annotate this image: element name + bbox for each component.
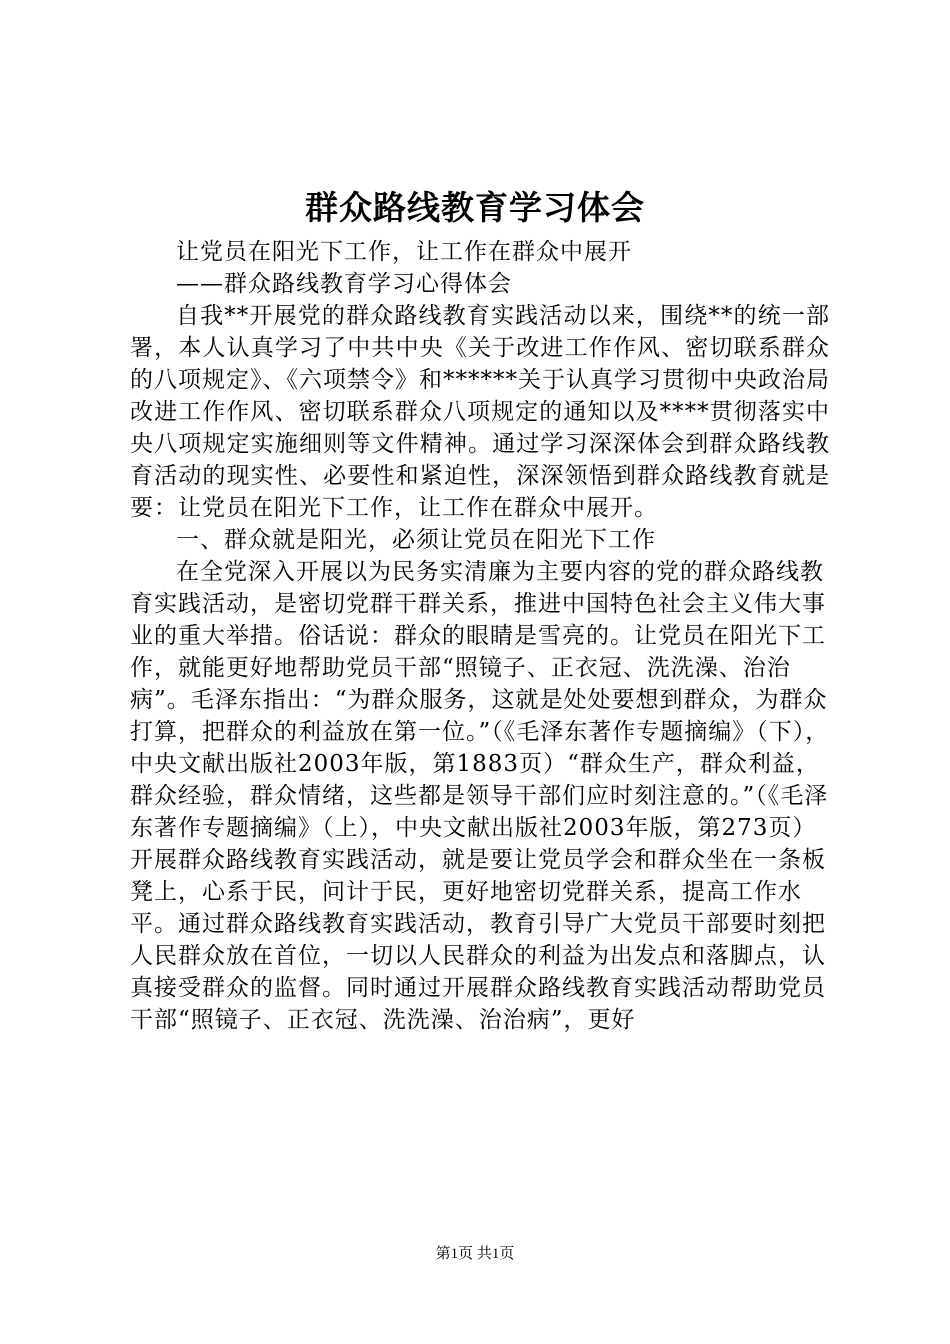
document-title: 群众路线教育学习体会 (305, 188, 645, 227)
page-number: 第1页 共1页 (435, 1246, 515, 1262)
subtitle-line: ——群众路线教育学习心得体会 (176, 271, 512, 297)
body-paragraph: 自我**开展党的群众路线教育实践活动以来，围绕**的统一部署，本人认真学习了中共中央《关于改进工作作风、密切联系群众的八项规定》、《六项禁令》和******关于认真学习贯彻中央政治局改进工作作风、密切联系群众八项规定的通知以及****贯彻落实中央八项规定实施细则等文件精神。通过学习深深体会到群众路线教育活动的现实性、必要性和紧迫性，深深领悟到群众路线教育就是要：让党员在阳光下工作，让工作在群众中展开。 (130, 303, 830, 521)
body-paragraph: 在全党深入开展以为民务实清廉为主要内容的党的群众路线教育实践活动，是密切党群干群关系，推进中国特色社会主义伟大事业的重大举措。俗话说：群众的眼睛是雪亮的。让党员在阳光下工作，就能更好地帮助党员干部“照镜子、正衣冠、洗洗澡、治治病”。毛泽东指出：“为群众服务，这就是处处要想到群众，为群众打算，把群众的利益放在第一位。”（《毛泽东著作专题摘编》（下），中央文献出版社2003年版，第1883页）“群众生产，群众利益，群众经验，群众情绪，这些都是领导干部们应时刻注意的。”（《毛泽东著作专题摘编》（上），中央文献出版社2003年版，第273页）开展群众路线教育实践活动，就是要让党员学会和群众坐在一条板凳上，心系于民，问计于民，更好地密切党群关系，提高工作水平。通过群众路线教育实践活动，教育引导广大党员干部要时刻把人民群众放在首位，一切以人民群众的利益为出发点和落脚点，认真接受群众的监督。同时通过开展群众路线教育实践活动帮助党员干部“照镜子、正衣冠、洗洗澡、治治病”，更好 (130, 559, 830, 1033)
section-heading: 一、群众就是阳光，必须让党员在阳光下工作 (176, 527, 656, 553)
document-body (130, 236, 830, 1036)
subtitle-line: 让党员在阳光下工作，让工作在群众中展开 (176, 239, 632, 265)
